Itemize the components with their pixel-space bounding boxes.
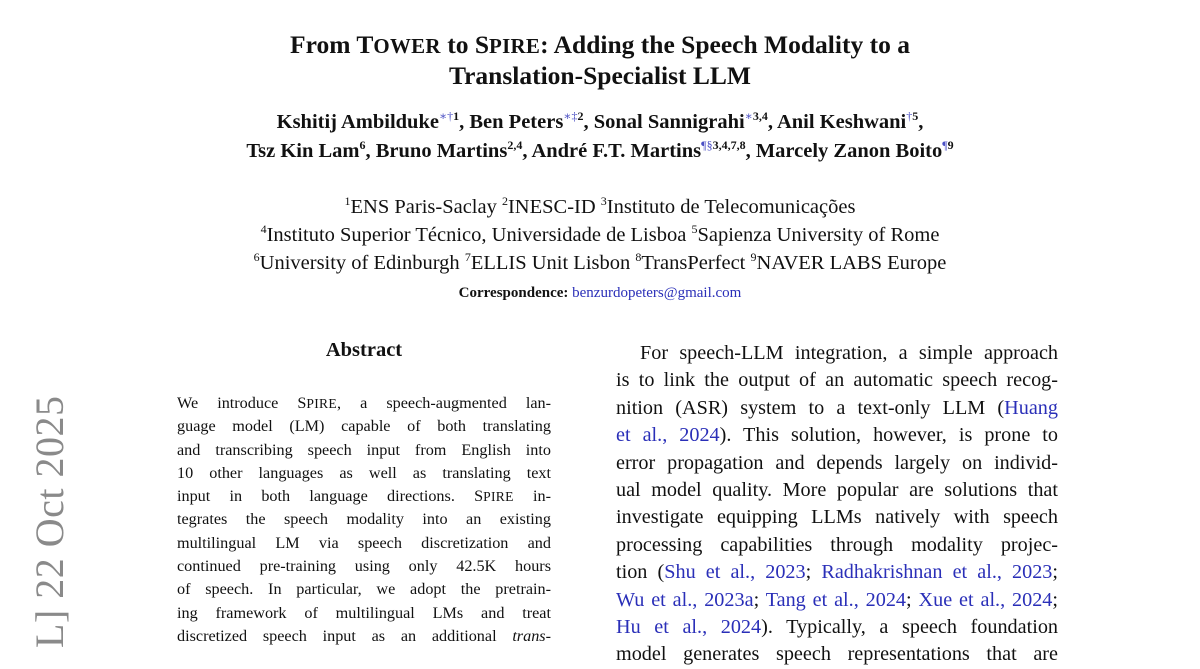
author-note-marks[interactable]: ∗ <box>744 109 753 123</box>
author-name: Sonal Sannigrahi <box>593 111 745 133</box>
spire-name: SPIRE <box>297 394 338 412</box>
abstract-body <box>177 392 551 648</box>
affiliation-item <box>345 196 497 218</box>
small-caps: PIRE <box>306 396 338 411</box>
affiliation-name: INESC-ID <box>507 196 596 218</box>
author-affiliation-marks: †5 <box>906 109 919 123</box>
citation-link[interactable]: Huang <box>1004 396 1058 419</box>
author-note-marks[interactable]: ¶§ <box>701 138 713 152</box>
affiliation-item <box>261 224 687 246</box>
author-note-marks[interactable]: ∗† <box>438 109 454 123</box>
citation-link[interactable]: Shu et al., 2023 <box>664 561 806 584</box>
abstract-line: tegrates the speech modality into an existing <box>177 510 551 529</box>
affiliation-number: 2 <box>501 194 508 208</box>
author-affiliation-marks: ¶9 <box>942 138 954 152</box>
spire-name: SPIRE <box>474 487 514 506</box>
affiliation-number: 5 <box>691 222 698 236</box>
affiliation-line <box>0 193 1200 221</box>
abstract-line: continued pre-training using only 42.5K hours <box>177 557 551 576</box>
citation-link[interactable]: Hu et al., 2024 <box>616 616 762 639</box>
intro-line: processing capabilities through modality projec- <box>616 533 1058 556</box>
affiliation-number: 3 <box>600 194 607 208</box>
affiliation-name: TransPerfect <box>641 252 746 274</box>
author-name: Anil Keshwani <box>776 111 907 133</box>
citation-link[interactable]: Tang et al., 2024 <box>765 588 907 611</box>
author-name: Bruno Martins <box>375 140 508 162</box>
author-name: André F.T. Martins <box>531 140 702 162</box>
author-affiliation-marks: 2,4 <box>507 138 523 152</box>
affiliation-line <box>0 221 1200 249</box>
abstract-line: guage model (LM) capable of both translating <box>177 417 551 436</box>
affiliation-number: 6 <box>253 250 260 264</box>
affiliation-number: 9 <box>750 250 757 264</box>
arxiv-stamp: L] 22 Oct 2025 <box>27 395 72 648</box>
affiliation-item <box>465 252 630 274</box>
affiliation-name: Instituto de Telecomunicações <box>606 196 856 218</box>
intro-line: et al., 2024). This solution, however, is prone to <box>616 424 1058 447</box>
author-line: Tsz Kin Lam$^6$, Bruno Martins$^{2,4}$, André F.T. Martins$^{\P\S 3,4,7,8}$, Marcely Zanon Boito$^{\P 9}$ <box>246 138 954 162</box>
citation-link[interactable]: Wu et al., 2023a <box>616 588 754 611</box>
author-affiliation-marks: ¶§3,4,7,8 <box>701 138 746 152</box>
correspondence <box>0 284 1200 302</box>
author-affiliation-marks: ∗†1 <box>438 109 460 123</box>
title-line-2: Translation-Specialist LLM <box>448 61 751 90</box>
author-line: Kshitij Ambilduke$^{∗\dagger 1}$, Ben Peters$^{∗\ddagger 2}$, Sonal Sannigrahi$^{∗3,4}$, Anil Keshwani$^{\dagger 5}$, <box>276 109 924 133</box>
intro-line: nition (ASR) system to a text-only LLM (Huang <box>616 396 1058 419</box>
affiliation-number: 1 <box>344 194 351 208</box>
affiliation-name: Instituto Superior Técnico, Universidade de Lisboa <box>266 224 687 246</box>
abstract-line: ing framework of multilingual LMs and treat <box>177 603 551 622</box>
intro-line: is to link the output of an automatic speech recog- <box>616 369 1058 392</box>
affiliation-number: 8 <box>635 250 642 264</box>
author-name: Kshitij Ambilduke <box>276 111 439 133</box>
abstract-line: discretized speech input as an additional trans- <box>177 626 551 645</box>
affiliation-line <box>0 249 1200 277</box>
author-note-marks[interactable]: ∗‡ <box>563 109 578 123</box>
citation-link[interactable]: Xue et al., 2024 <box>918 588 1053 611</box>
affiliation-name: ENS Paris-Saclay <box>350 196 497 218</box>
abstract-heading: Abstract <box>325 339 403 361</box>
affiliation-name: University of Edinburgh <box>259 252 460 274</box>
paper-title <box>0 30 1200 91</box>
abstract-line: multilingual LM via speech discretization and <box>177 533 551 552</box>
author-list <box>0 108 1200 166</box>
intro-line: Wu et al., 2023a; Tang et al., 2024; Xue et al., 2024; <box>616 588 1059 611</box>
correspondence-email-link[interactable]: benzurdopeters@gmail.com <box>572 285 742 301</box>
intro-line: model generates speech representations that are <box>616 643 1058 666</box>
intro-line: investigate equipping LLMs natively with speech <box>616 506 1058 529</box>
intro-line: ual model quality. More popular are solutions that <box>616 479 1058 502</box>
intro-line: tion (Shu et al., 2023; Radhakrishnan et al., 2023; <box>616 561 1059 584</box>
affiliation-item <box>691 224 939 246</box>
author-note-marks[interactable]: ¶ <box>942 138 948 152</box>
affiliation-item <box>751 252 947 274</box>
affiliation-number: 7 <box>464 250 471 264</box>
abstract-line: 10 other languages as well as translating text <box>177 463 551 482</box>
author-affiliation-marks: ∗3,4 <box>744 109 768 123</box>
small-caps: PIRE <box>483 489 514 505</box>
intro-line: Hu et al., 2024). Typically, a speech foundation <box>616 616 1059 639</box>
citation-link[interactable]: Radhakrishnan et al., 2023 <box>821 561 1053 584</box>
affiliation-number: 4 <box>260 222 267 236</box>
affiliation-item <box>635 252 745 274</box>
author-name: Tsz Kin Lam <box>246 140 360 162</box>
affiliation-name: NAVER LABS Europe <box>756 252 947 274</box>
affiliation-item <box>254 252 460 274</box>
author-note-marks[interactable]: † <box>906 109 913 123</box>
author-affiliation-marks: 6 <box>359 138 366 152</box>
author-name: Marcely Zanon Boito <box>755 140 943 162</box>
author-name: Ben Peters <box>469 111 564 133</box>
abstract-line: input in both language directions. SPIRE in- <box>177 487 552 506</box>
italic-term: trans- <box>512 626 551 645</box>
author-affiliation-marks: ∗‡2 <box>563 109 584 123</box>
affiliation-name: ELLIS Unit Lisbon <box>470 252 631 274</box>
abstract-line: of speech. In particular, we adopt the pretrain- <box>177 580 551 599</box>
abstract-line: and transcribing speech input from English into <box>177 440 551 459</box>
citation-link[interactable]: et al., 2024 <box>616 424 720 447</box>
intro-line: error propagation and depends largely on individ- <box>616 451 1058 474</box>
affiliations <box>0 193 1200 277</box>
affiliation-name: Sapienza University of Rome <box>697 224 940 246</box>
affiliation-item <box>502 196 596 218</box>
intro-paragraph <box>616 340 1058 669</box>
intro-line: For speech-LLM integration, a simple approach <box>640 342 1058 364</box>
affiliation-item <box>601 196 856 218</box>
title-line-1: From TOWER to SPIRE: Adding the Speech Modality to a <box>290 30 910 59</box>
abstract-line: We introduce SPIRE, a speech-augmented lan- <box>177 394 551 412</box>
correspondence-label: Correspondence: <box>458 285 569 301</box>
